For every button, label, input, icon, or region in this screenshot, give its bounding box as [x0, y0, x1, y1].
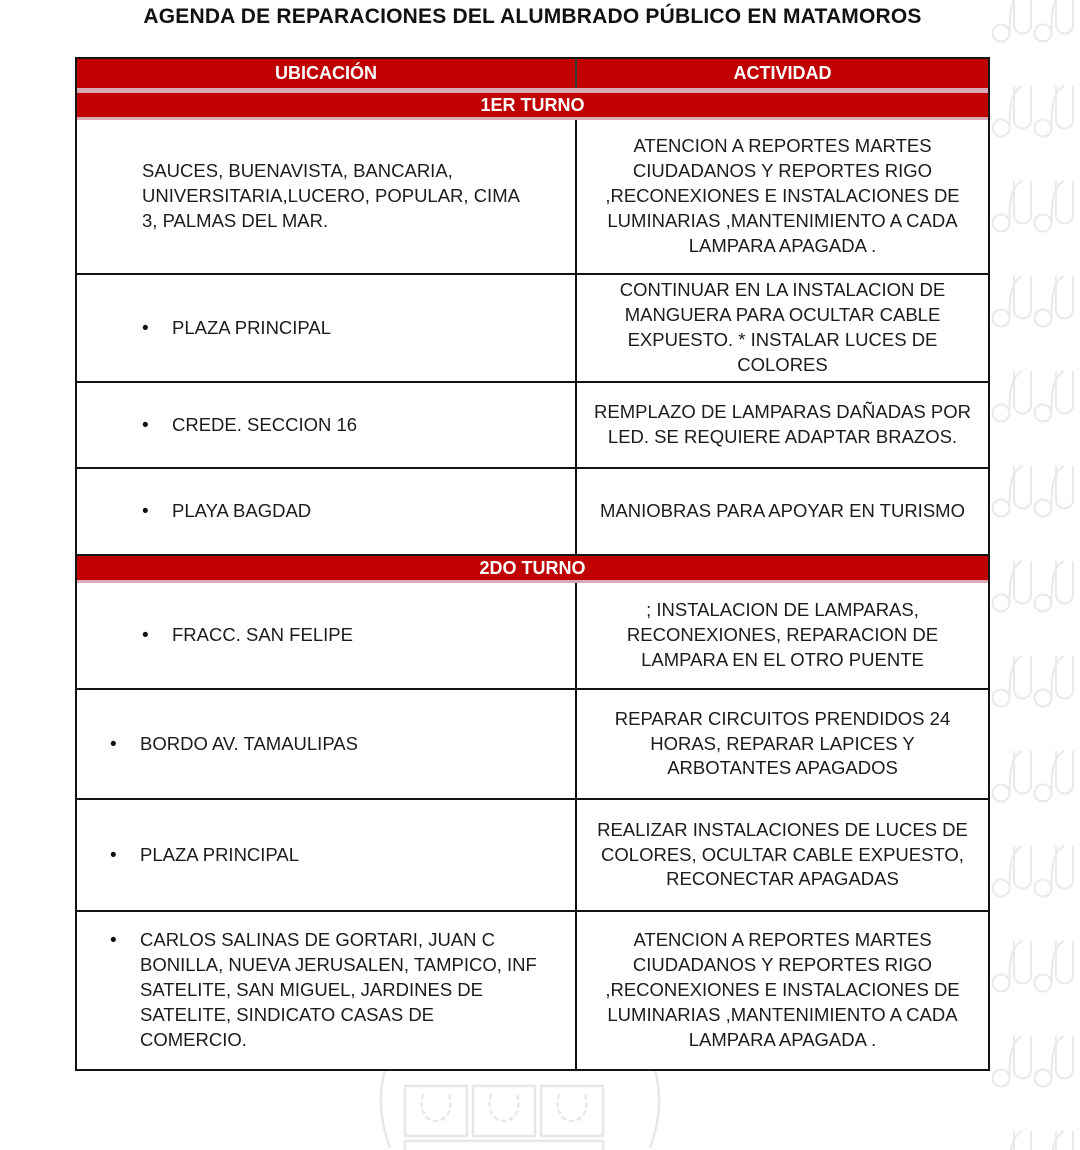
- section-banner-1: 1ER TURNO: [77, 93, 988, 120]
- activity-cell: [577, 120, 988, 273]
- table-row: [77, 583, 988, 690]
- location-text: FRACC. SAN FELIPE: [172, 624, 353, 645]
- activity-cell: [577, 800, 988, 910]
- agenda-table: [75, 57, 990, 1071]
- table-body: [77, 93, 988, 1069]
- location-inner: [77, 928, 575, 1053]
- table-row: [77, 912, 988, 1069]
- table-header-row: [77, 59, 988, 93]
- location-cell: [77, 912, 577, 1069]
- location-inner: [77, 623, 575, 648]
- bullet-icon: •: [142, 414, 149, 436]
- location-inner: [77, 413, 575, 438]
- column-header-ubicacion: UBICACIÓN: [77, 59, 577, 88]
- activity-cell: [577, 583, 988, 688]
- activity-text: REPARAR CIRCUITOS PRENDIDOS 24 HORAS, REPARAR LAPICES Y ARBOTANTES APAGADOS: [614, 707, 951, 779]
- location-inner: [77, 316, 575, 341]
- table-row: [77, 120, 988, 275]
- location-cell: [77, 800, 577, 910]
- bullet-icon: •: [110, 844, 117, 866]
- activity-text: ATENCION A REPORTES MARTES CIUDADANOS Y REPORTES RIGO ,RECONEXIONES E INSTALACIONES DE LUMINARIAS ,MANTENIMIENTO A CADA LAMPARA APAGADA .: [605, 135, 960, 256]
- activity-text: ; INSTALACION DE LAMPARAS, RECONEXIONES, REPARACION DE LAMPARA EN EL OTRO PUENTE: [626, 599, 939, 670]
- location-cell: [77, 383, 577, 467]
- location-text: SAUCES, BUENAVISTA, BANCARIA, UNIVERSITARIA,LUCERO, POPULAR, CIMA 3, PALMAS DEL MAR.: [142, 160, 519, 231]
- table-row: [77, 800, 988, 912]
- bullet-icon: •: [110, 930, 117, 952]
- table-row: [77, 383, 988, 469]
- location-inner: [77, 732, 575, 757]
- location-cell: [77, 690, 577, 798]
- section-banner-2: 2DO TURNO: [77, 556, 988, 583]
- location-inner: [77, 843, 575, 868]
- page-title: AGENDA DE REPARACIONES DEL ALUMBRADO PÚBLICO EN MATAMOROS: [143, 5, 922, 28]
- activity-text: ATENCION A REPORTES MARTES CIUDADANOS Y REPORTES RIGO ,RECONEXIONES E INSTALACIONES DE LUMINARIAS ,MANTENIMIENTO A CADA LAMPARA APAGADA .: [605, 929, 960, 1050]
- location-inner: [77, 499, 575, 524]
- bullet-icon: •: [110, 733, 117, 755]
- location-cell: [77, 583, 577, 688]
- location-text: BORDO AV. TAMAULIPAS: [140, 732, 358, 754]
- location-text: CARLOS SALINAS DE GORTARI, JUAN C BONILLA, NUEVA JERUSALEN, TAMPICO, INF SATELITE, SAN MIGUEL, JARDINES DE SATELITE, SINDICATO CASAS DE COMERCIO.: [140, 929, 537, 1050]
- column-header-actividad: ACTIVIDAD: [733, 63, 832, 83]
- activity-text: REALIZAR INSTALACIONES DE LUCES DE COLORES, OCULTAR CABLE EXPUESTO, RECONECTAR APAGADAS: [597, 818, 968, 890]
- bullet-icon: •: [142, 317, 149, 339]
- location-text: PLAYA BAGDAD: [172, 500, 312, 521]
- table-row: [77, 275, 988, 383]
- location-text: PLAZA PRINCIPAL: [172, 316, 332, 338]
- activity-text: CONTINUAR EN LA INSTALACION DE MANGUERA PARA OCULTAR CABLE EXPUESTO. * INSTALAR LUCES DE COLORES: [619, 279, 946, 375]
- location-cell: [77, 120, 577, 273]
- table-row: [77, 469, 988, 556]
- side-watermark-pattern-icon: [988, 0, 1080, 1150]
- activity-text: REMPLAZO DE LAMPARAS DAÑADAS POR LED. SE REQUIERE ADAPTAR BRAZOS.: [594, 401, 971, 447]
- bullet-icon: •: [142, 501, 149, 522]
- location-cell: [77, 469, 577, 554]
- activity-cell: [577, 912, 988, 1069]
- activity-text: MANIOBRAS PARA APOYAR EN TURISMO: [600, 500, 965, 522]
- location-cell: [77, 275, 577, 381]
- location-text: PLAZA PRINCIPAL: [140, 843, 300, 865]
- bullet-icon: •: [142, 625, 149, 646]
- activity-cell: [577, 275, 988, 381]
- activity-cell: [577, 469, 988, 554]
- table-row: [77, 690, 988, 800]
- location-inner: [77, 159, 575, 234]
- activity-cell: [577, 690, 988, 798]
- location-text: CREDE. SECCION 16: [172, 413, 358, 435]
- activity-cell: [577, 383, 988, 467]
